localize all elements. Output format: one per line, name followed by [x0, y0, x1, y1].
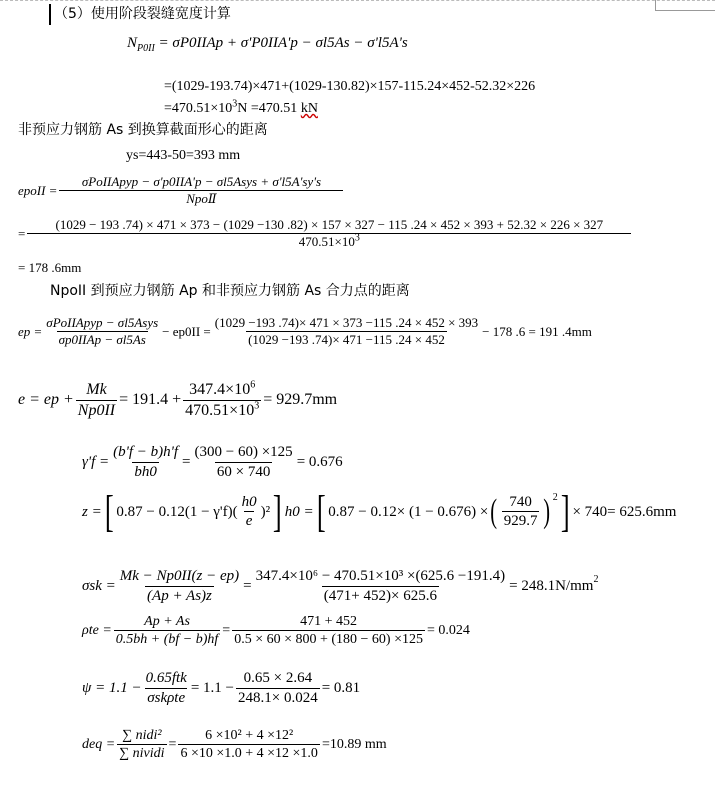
deq-fraction — [117, 728, 166, 762]
eq1-result — [164, 98, 318, 116]
sigma-formula: σsk = $\frac{Mk - Np0II(z - ep)}{(Ap + As)z}$ = $\frac{\text{347.4×10⁶ − 470.51×10³ ×(625.6 −191.4)}}{(471+ 452)\times 625.6}$ = 248.1N/mm $^2$ — [82, 568, 599, 604]
z-h0: h0 — [241, 493, 257, 510]
psi-formula — [82, 670, 360, 706]
gamma-num2: (300 − 60) ×125 — [194, 444, 293, 460]
left-bracket-2: [ — [316, 487, 326, 536]
eq1-rhs: = σP0IIAp + σ'P0IIA'p − σl5As − σ'l5A's — [158, 35, 408, 51]
equals-sign: = — [18, 225, 26, 241]
epoII-num: σPoIIApyp − σ'p0IIA'p − σl5Asys + σ'l5A'sy's — [81, 174, 322, 189]
deq-formula — [82, 728, 387, 762]
eq1-result-mid: N =470.51 — [237, 101, 301, 116]
e-result: = 929.7mm — [263, 391, 338, 409]
text-cursor — [49, 4, 51, 25]
rho-num: Ap + As — [144, 614, 190, 629]
sigma-fraction — [118, 568, 241, 604]
gamma-formula — [82, 444, 343, 480]
z-part1-end: )² — [260, 503, 271, 520]
page-corner-mark — [655, 0, 715, 11]
sigma-lhs: σsk = — [82, 577, 116, 594]
e-numeric-fraction — [183, 381, 261, 419]
z-e: e — [245, 513, 253, 530]
ep-numeric-den: (1029 −193 .74)× 471 −115 .24 × 452 — [248, 332, 445, 348]
gamma-fraction — [111, 444, 180, 480]
rho-den2: 0.5 × 60 × 800 + (180 − 60) ×125 — [234, 632, 423, 648]
epoII-den: NpoⅡ — [59, 190, 343, 206]
equals-sign: = — [222, 623, 231, 639]
z-h0-tail: h0 = — [284, 503, 314, 520]
e-den: Np0II — [77, 401, 116, 419]
gamma-result: = 0.676 — [296, 453, 343, 470]
gamma-lhs: γ'f = — [82, 453, 110, 470]
epoII-numeric-num: (1029 − 193 .74) × 471 × 373 − (1029 −130 .82) × 157 × 327 − 115 .24 × 452 × 393 + 52.32 × 226 × 327 — [55, 217, 604, 232]
psi-result: = 0.81 — [321, 679, 361, 696]
ep-result: − 178 .6 = 191 .4mm — [482, 323, 592, 339]
z-formula: z = [ 0.87 − 0.12(1 − γ'f)( $\frac{h0}{e}$ )² ] h0 = [ 0.87 − 0.12× (1 − 0.676) × ( $\frac{740}{929.7}$ ) $^2$ ] × 740= 625.6mm — [82, 487, 677, 536]
e-den2-text: 470.51×10 — [185, 401, 255, 419]
right-paren: ) — [543, 492, 551, 530]
rho-fraction — [114, 614, 221, 648]
e-num2-exp: 6 — [250, 379, 256, 391]
z-part1: 0.87 − 0.12(1 − γ'f)( — [116, 503, 238, 520]
eq1-lhs: N — [127, 35, 138, 51]
deq-result: =10.89 mm — [321, 737, 387, 753]
epoII-formula — [18, 175, 345, 207]
z-result: × 740= 625.6mm — [572, 503, 677, 520]
equals-sign: = — [168, 737, 177, 753]
equals-sign: = — [243, 577, 252, 594]
e-formula — [18, 381, 337, 419]
z-ratio-fraction — [502, 494, 540, 530]
sigma-den: (Ap + As)z — [147, 587, 212, 604]
deq-den2: 6 ×10 ×1.0 + 4 ×12 ×1.0 — [180, 746, 318, 762]
sigma-num2: 347.4×10⁶ − 470.51×10³ ×(625.6 −191.4) — [255, 568, 506, 584]
deq-num: ∑ nidi² — [122, 728, 162, 743]
equals-sign: = — [182, 453, 191, 470]
right-bracket: ] — [273, 487, 282, 536]
deq-den: ∑ niνidi — [119, 746, 165, 762]
right-bracket-2: ] — [560, 487, 570, 536]
left-bracket: [ — [104, 487, 114, 536]
epoII-numeric-fraction — [27, 218, 631, 250]
ep-numeric-num: (1029 −193 .74)× 471 × 373 −115 .24 × 452 × 393 — [214, 315, 479, 330]
eq1-lhs-sub: P0II — [137, 43, 155, 54]
eq1-result-pre: =470.51×10 — [164, 101, 233, 116]
z-740: 740 — [509, 493, 532, 510]
psi-mid: = 1.1 − — [190, 679, 234, 696]
psi-numeric-fraction — [236, 670, 320, 706]
gamma-den: bh0 — [134, 463, 157, 480]
ep-minus: − ep0II = — [162, 323, 211, 339]
text-npo-distance: NpoII 到预应力钢筋 Ap 和非预应力钢筋 As 合力点的距离 — [50, 283, 410, 299]
e-fraction — [76, 381, 117, 419]
page-top-border — [0, 0, 715, 2]
ep-numeric-fraction — [213, 316, 480, 348]
text-distance-as: 非预应力钢筋 As 到换算截面形心的距离 — [18, 122, 268, 138]
rho-numeric-fraction — [232, 614, 425, 648]
z-part2: 0.87 − 0.12× (1 − 0.676) × — [328, 503, 489, 520]
eq1-numeric: =(1029-193.74)×471+(1029-130.82)×157-115.24×452-52.32×226 — [164, 79, 536, 94]
ep-formula — [18, 316, 592, 348]
epoII-numeric-den-exp: 3 — [354, 232, 360, 244]
sigma-den2: (471+ 452)× 625.6 — [323, 587, 437, 604]
deq-numeric-fraction — [178, 728, 319, 762]
e-mid: = 191.4 + — [119, 391, 182, 409]
gamma-numeric-fraction — [193, 444, 295, 480]
rho-lhs: ρte = — [82, 623, 112, 639]
psi-num2: 0.65 × 2.64 — [243, 670, 313, 686]
psi-num: 0.65ftk — [145, 670, 187, 686]
z-h0-e-fraction — [240, 494, 259, 530]
ep-num: σPoIIApyp − σl5Asys — [46, 315, 159, 330]
e-num2 — [187, 381, 257, 400]
z-9297: 929.7 — [503, 513, 538, 530]
rho-num2: 471 + 452 — [300, 614, 358, 629]
ep-lhs: ep = — [18, 323, 43, 339]
psi-den: σskρte — [147, 689, 186, 706]
eq1-formula — [127, 35, 408, 52]
epoII-numeric — [18, 218, 633, 250]
e-num: Mk — [86, 381, 107, 398]
psi-fraction — [144, 670, 189, 706]
left-paren: ( — [490, 492, 498, 530]
z-lhs: z = — [82, 503, 102, 520]
rho-result: = 0.024 — [427, 623, 470, 639]
section-heading: （5）使用阶段裂缝宽度计算 — [54, 6, 231, 22]
gamma-den2: 60 × 740 — [216, 463, 271, 480]
epoII-numeric-den-text: 470.51×10 — [298, 234, 355, 250]
gamma-num: (b'f − b)h'f — [113, 444, 179, 460]
epoII-fraction — [59, 175, 343, 207]
psi-lhs: ψ = 1.1 − — [82, 679, 142, 696]
e-den2-exp: 3 — [254, 400, 260, 412]
rho-den: 0.5bh + (bf − b)hf — [115, 632, 219, 648]
ys-value: ys=443-50=393 mm — [126, 148, 241, 163]
epoII-result: = 178 .6mm — [18, 260, 82, 275]
sigma-result: = 248.1N/mm — [509, 577, 594, 594]
deq-num2: 6 ×10² + 4 ×12² — [205, 728, 294, 743]
e-lhs: e = ep + — [18, 391, 74, 409]
e-num2-text: 347.4×10 — [189, 381, 251, 398]
psi-den2: 248.1× 0.024 — [237, 689, 318, 706]
epoII-label: epoII = — [18, 182, 58, 198]
ep-den: σp0IIAp − σl5As — [58, 332, 146, 348]
eq1-result-unit: kN — [300, 101, 318, 116]
ep-fraction — [44, 316, 160, 348]
sigma-numeric-fraction — [254, 568, 508, 604]
e-den2 — [183, 400, 261, 420]
sigma-num: Mk − Np0II(z − ep) — [119, 568, 240, 584]
deq-lhs: deq = — [82, 737, 116, 753]
eq1-result-exp: 3 — [232, 98, 238, 110]
rho-formula — [82, 614, 470, 648]
epoII-numeric-den — [27, 233, 631, 249]
